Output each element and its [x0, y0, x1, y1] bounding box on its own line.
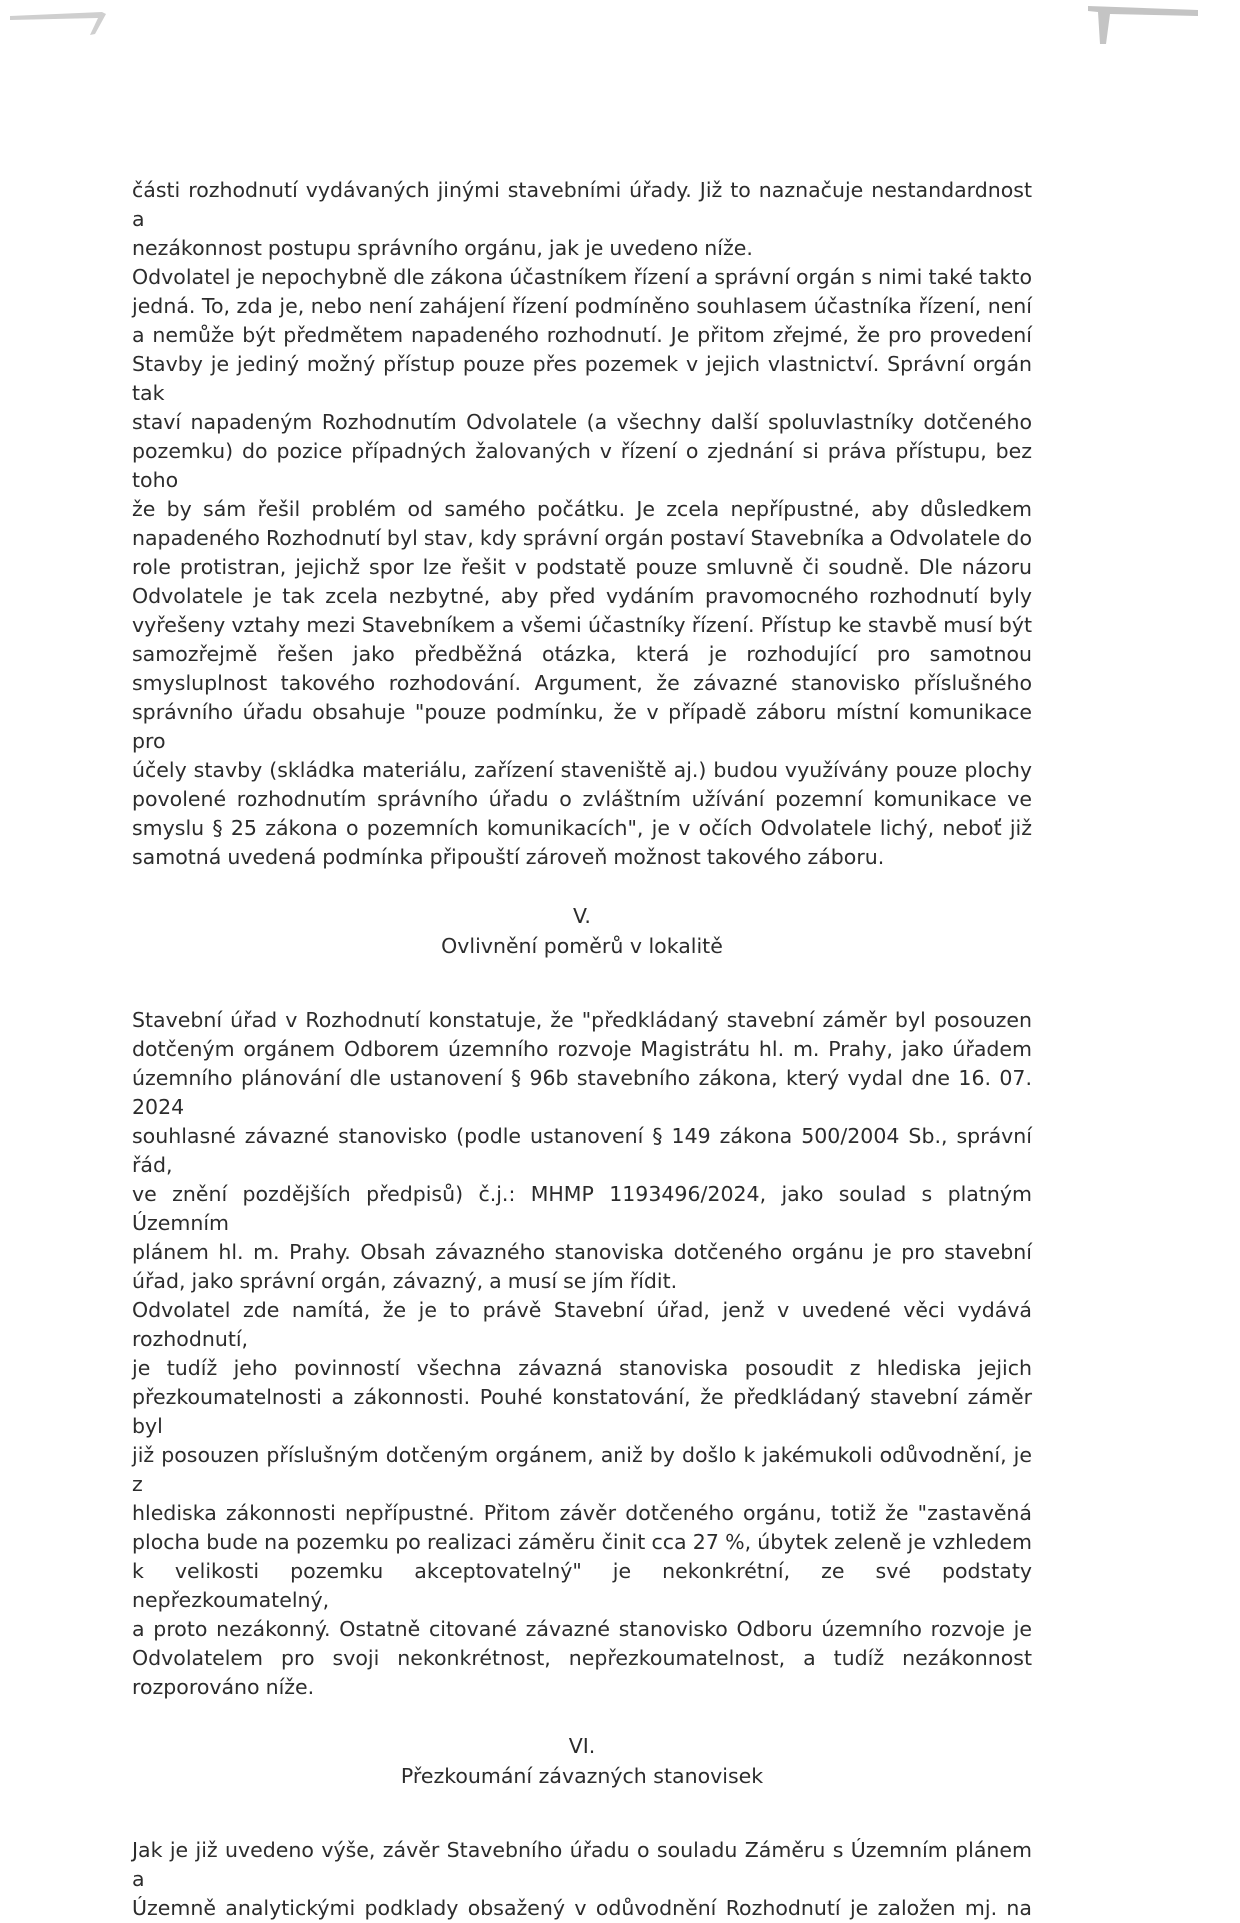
text-line: plánem hl. m. Prahy. Obsah závazného stanoviska dotčeného orgánu je pro stavební — [132, 1240, 1032, 1264]
text-line: pozemku) do pozice případných žalovaných v řízení o zjednání si práva přístupu, bez toho — [132, 439, 1032, 492]
text-line: Územně analytickými podklady obsažený v odůvodnění Rozhodnutí je založen mj. na — [132, 1896, 1032, 1920]
section-title: Ovlivnění poměrů v lokalitě — [441, 934, 723, 958]
text-line: Odvolatel je nepochybně dle zákona účastníkem řízení a správní orgán s nimi také takto — [132, 265, 1032, 289]
text-line: části rozhodnutí vydávaných jinými stavebními úřady. Již to naznačuje nestandardnost a — [132, 178, 1032, 231]
text-line: smysluplnost takového rozhodování. Argument, že závazné stanovisko příslušného — [132, 671, 1032, 695]
text-line: hlediska zákonnosti nepřípustné. Přitom závěr dotčeného orgánu, totiž že "zastavěná — [132, 1501, 1032, 1525]
text-line: územního plánování dle ustanovení § 96b stavebního zákona, který vydal dne 16. 07. 2024 — [132, 1066, 1032, 1119]
text-line: k velikosti pozemku akceptovatelný" je nekonkrétní, ze své podstaty nepřezkoumatelný, — [132, 1559, 1032, 1612]
section-number: VI. — [568, 1734, 596, 1758]
text-line: Odvolatel zde namítá, že je to právě Stavební úřad, jenž v uvedené věci vydává rozhodnutí, — [132, 1298, 1032, 1351]
text-line: samozřejmě řešen jako předběžná otázka, která je rozhodující pro samotnou — [132, 642, 1032, 666]
intro-paragraph — [132, 176, 1032, 263]
text-line: nezákonnost postupu správního orgánu, jak je uvedeno níže. — [132, 236, 753, 260]
text-line: přezkoumatelnosti a zákonnosti. Pouhé konstatování, že předkládaný stavební záměr byl — [132, 1385, 1032, 1438]
paragraph-review — [132, 1836, 1032, 1923]
paragraph-objection — [132, 1296, 1032, 1702]
text-line: plocha bude na pozemku po realizaci záměru činit cca 27 %, úbytek zeleně je vzhledem — [132, 1530, 1032, 1554]
text-line: že by sám řešil problém od samého počátku. Je zcela nepřípustné, aby důsledkem — [132, 497, 1032, 521]
text-line: dotčeným orgánem Odborem územního rozvoje Magistrátu hl. m. Prahy, jako úřadem — [132, 1037, 1032, 1061]
section-number: V. — [573, 904, 591, 928]
scan-edge-mark — [1088, 4, 1198, 46]
paragraph-access — [132, 263, 1032, 872]
text-line: a proto nezákonný. Ostatně citované závazné stanovisko Odboru územního rozvoje je — [132, 1617, 1032, 1641]
text-line: ve znění pozdějších předpisů) č.j.: MHMP 1193496/2024, jako soulad s platným Územním — [132, 1182, 1032, 1235]
text-line: a nemůže být předmětem napadeného rozhodnutí. Je přitom zřejmé, že pro provedení — [132, 323, 1032, 347]
text-line: vyřešeny vztahy mezi Stavebníkem a všemi účastníky řízení. Přístup ke stavbě musí být — [132, 613, 1032, 637]
text-line: smyslu § 25 zákona o pozemních komunikacích", je v očích Odvolatele lichý, neboť již — [132, 816, 1032, 840]
text-line: samotná uvedená podmínka připouští zároveň možnost takového záboru. — [132, 845, 885, 869]
paragraph-building-office — [132, 1006, 1032, 1296]
text-line: jedná. To, zda je, nebo není zahájení řízení podmíněno souhlasem účastníka řízení, není — [132, 294, 1032, 318]
text-line: napadeného Rozhodnutí byl stav, kdy správní orgán postaví Stavebníka a Odvolatele do — [132, 526, 1032, 550]
text-line: Odvolatele je tak zcela nezbytné, aby před vydáním pravomocného rozhodnutí byly — [132, 584, 1032, 608]
text-line: Stavby je jediný možný přístup pouze přes pozemek v jejich vlastnictví. Správní orgán tak — [132, 352, 1032, 405]
text-line: správního úřadu obsahuje "pouze podmínku, že v případě záboru místní komunikace pro — [132, 700, 1032, 753]
text-line: je tudíž jeho povinností všechna závazná stanoviska posoudit z hlediska jejich — [132, 1356, 1032, 1380]
text-line: povolené rozhodnutím správního úřadu o zvláštním užívání pozemní komunikace ve — [132, 787, 1032, 811]
section-title: Přezkoumání závazných stanovisek — [400, 1764, 764, 1788]
document-body — [132, 176, 1032, 1923]
text-line: Odvolatelem pro svoji nekonkrétnost, nepřezkoumatelnost, a tudíž nezákonnost — [132, 1646, 1032, 1670]
text-line: Stavební úřad v Rozhodnutí konstatuje, že "předkládaný stavební záměr byl posouzen — [132, 1008, 1032, 1032]
text-line: již posouzen příslušným dotčeným orgánem, aniž by došlo k jakémukoli odůvodnění, je z — [132, 1443, 1032, 1496]
text-line: role protistran, jejichž spor lze řešit v podstatě pouze smluvně či soudně. Dle názoru — [132, 555, 1032, 579]
text-line: rozporováno níže. — [132, 1675, 315, 1699]
scan-edge-mark — [10, 10, 110, 36]
text-line: Jak je již uvedeno výše, závěr Stavebního úřadu o souladu Záměru s Územním plánem a — [132, 1838, 1032, 1891]
text-line: staví napadeným Rozhodnutím Odvolatele (a všechny další spoluvlastníky dotčeného — [132, 410, 1032, 434]
text-line: souhlasné závazné stanovisko (podle ustanovení § 149 zákona 500/2004 Sb., správní řád, — [132, 1124, 1032, 1177]
text-line: úřad, jako správní orgán, závazný, a musí se jím řídit. — [132, 1269, 678, 1293]
text-line: účely stavby (skládka materiálu, zařízení staveniště aj.) budou využívány pouze plochy — [132, 758, 1032, 782]
